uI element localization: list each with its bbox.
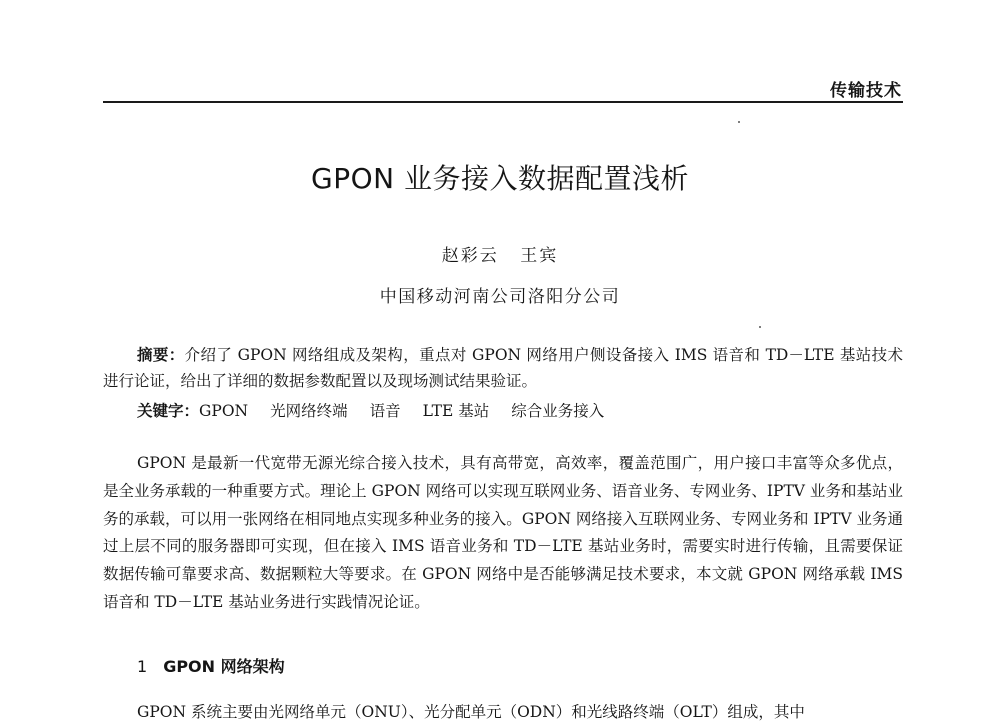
section-title: GPON 网络架构: [163, 657, 285, 676]
abstract: [103, 342, 903, 394]
keyword: 光网络终端: [270, 402, 348, 420]
abstract-label: 摘要：: [137, 346, 185, 364]
body-paragraph: GPON 是最新一代宽带无源光综合接入技术，具有高带宽，高效率，覆盖范围广，用户接口丰富等众多优点，是全业务承载的一种重要方式。理论上 GPON 网络可以实现互联网业务、语音业务、专网业务、IPTV 业务和基站业务的承载，可以用一张网络在相同地点实现多种业务的接入。GPON 网络接入互联网业务、专网业务和 IPTV 业务通过上层不同的服务器即可实现，但在接入 IMS 语音业务和 TD－LTE 基站业务时，需要实时进行传输，且需要保证数据传输可靠要求高、数据颗粒大等要求。在 GPON 网络中是否能够满足技术要求，本文就 GPON 网络承载 IMS 语音和 TD－LTE 基站业务进行实践情况论证。: [103, 454, 903, 611]
section-heading: [137, 654, 285, 677]
header-rule: [103, 101, 903, 103]
section-number: 1: [137, 657, 148, 676]
scan-speck: [738, 121, 740, 123]
body-line-cut-off: GPON 系统主要由光网络单元（ONU）、光分配单元（ODN）和光线路终端（OLT）组成，其中: [137, 703, 805, 721]
scan-speck: [759, 326, 761, 328]
keywords: [137, 398, 626, 424]
keyword: 语音: [369, 402, 401, 420]
article-title: GPON 业务接入数据配置浅析: [311, 162, 689, 195]
abstract-text: 介绍了 GPON 网络组成及架构，重点对 GPON 网络用户侧设备接入 IMS 语音和 TD－LTE 基站技术进行论证，给出了详细的数据参数配置以及现场测试结果验证。: [103, 346, 903, 390]
article-authors: 赵彩云 王宾: [441, 246, 559, 266]
keyword: LTE 基站: [422, 402, 490, 420]
keyword: GPON: [199, 402, 249, 420]
keywords-label: 关键字：: [137, 402, 200, 420]
keyword: 综合业务接入: [511, 402, 605, 420]
article-affiliation: 中国移动河南公司洛阳分公司: [379, 287, 621, 307]
section-tag: 传输技术: [830, 81, 902, 101]
